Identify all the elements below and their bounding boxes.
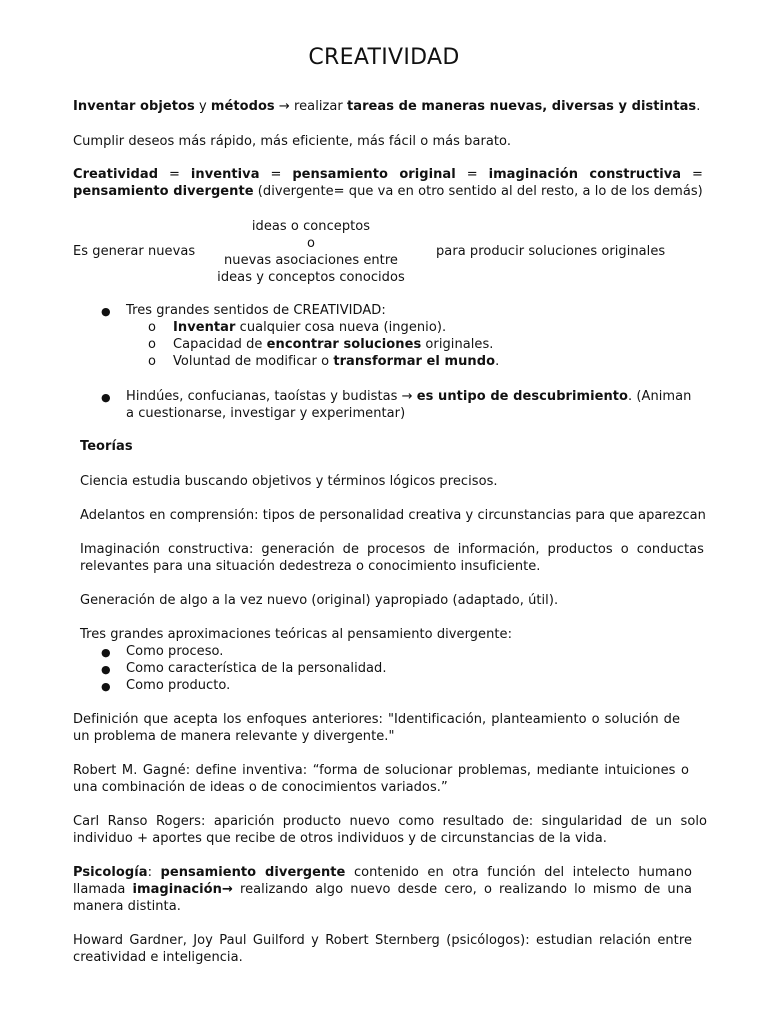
bold-text: tareas de maneras nuevas, diversas y distintas (347, 99, 697, 114)
paragraph-line: creatividad e inteligencia. (73, 950, 243, 965)
paragraph: Generación de algo a la vez nuevo (original) yapropiado (adaptado, útil). (80, 593, 559, 608)
paragraph-line: Imaginación constructiva: generación de procesos de información, productos o conductas (80, 542, 704, 557)
text: Hindúes, confucianas, taoístas y budistas → (126, 389, 417, 404)
text: y (194, 99, 211, 114)
bold-text: pensamiento divergente (73, 184, 254, 199)
sentido-item (173, 353, 499, 370)
bold-text: es untipo de descubrimiento (416, 389, 629, 404)
hindues-line-1 (126, 388, 691, 405)
bold-text: transformar el mundo (333, 354, 496, 369)
generar-option-2a: nuevas asociaciones entre (224, 253, 398, 268)
bold-text: métodos (210, 99, 275, 114)
generar-option-1: ideas o conceptos (251, 219, 371, 234)
generar-or: o (306, 236, 315, 251)
sentidos-heading: Tres grandes sentidos de CREATIVIDAD: (126, 303, 386, 318)
psicologia-line-1 (73, 864, 692, 881)
bold-text: pensamiento original (292, 167, 456, 182)
circle-bullet-icon: o (148, 320, 156, 335)
section-heading-teorias: Teorías (80, 439, 133, 454)
text: contenido en otra función del intelecto humano (345, 865, 692, 880)
paragraph-line: un problema de manera relevante y divergente." (73, 729, 395, 744)
page-title: CREATIVIDAD (308, 45, 460, 70)
paragraph-line: una combinación de ideas o de conocimientos variados.” (73, 780, 448, 795)
list-item: Como característica de la personalidad. (126, 661, 387, 676)
text: = (681, 167, 703, 182)
paragraph: Ciencia estudia buscando objetivos y términos lógicos precisos. (80, 474, 498, 489)
text: = (455, 167, 489, 182)
bullet-icon: ● (101, 663, 111, 676)
bold-text: Inventar objetos (73, 99, 195, 114)
generar-purpose: para producir soluciones originales (436, 244, 666, 259)
text: = (158, 167, 191, 182)
paragraph-line: Robert M. Gagné: define inventiva: “forma de solucionar problemas, mediante intuiciones o (73, 763, 689, 778)
text: Capacidad de (173, 337, 267, 352)
text: . (495, 354, 500, 369)
bold-text: Inventar (173, 320, 236, 335)
psicologia-line-3: manera distinta. (73, 899, 181, 914)
bold-text: Creatividad (73, 167, 159, 182)
text: . (Animan (628, 389, 692, 404)
text: cualquier cosa nueva (ingenio). (235, 320, 447, 335)
paragraph-line: Howard Gardner, Joy Paul Guilford y Robert Sternberg (psicólogos): estudian relación entre (73, 933, 692, 948)
hindues-line-2: a cuestionarse, investigar y experimentar) (126, 406, 406, 421)
text: Voluntad de modificar o (173, 354, 334, 369)
text: realizando algo nuevo desde cero, o realizando lo mismo de una (232, 882, 692, 897)
psicologia-line-2 (73, 881, 692, 898)
paragraph-line: relevantes para una situación dedestreza o conocimiento insuficiente. (80, 559, 541, 574)
text: . (696, 99, 701, 114)
circle-bullet-icon: o (148, 354, 156, 369)
sentido-item (173, 319, 446, 336)
text: = (259, 167, 293, 182)
definition-line-2 (73, 183, 703, 200)
bullet-icon: ● (101, 646, 111, 659)
bullet-icon: ● (101, 305, 111, 318)
paragraph-line: Carl Ranso Rogers: aparición producto nuevo como resultado de: singularidad de un solo (73, 814, 707, 829)
list-item: Como producto. (126, 678, 231, 693)
text: → realizar (274, 99, 347, 114)
bold-text: pensamiento divergente (160, 865, 346, 880)
text: : (147, 865, 161, 880)
bold-text: imaginación constructiva (488, 167, 682, 182)
bold-text: Psicología (73, 865, 148, 880)
bullet-icon: ● (101, 680, 111, 693)
text: (divergente= que va en otro sentido al del resto, a lo de los demás) (253, 184, 703, 199)
aproximaciones-heading: Tres grandes aproximaciones teóricas al pensamiento divergente: (80, 627, 513, 642)
paragraph: Adelantos en comprensión: tipos de personalidad creativa y circunstancias para que aparezcan (80, 508, 706, 523)
bold-text: imaginación→ (132, 882, 233, 897)
generar-option-2b: ideas y conceptos conocidos (217, 270, 405, 285)
paragraph-line: individuo + aportes que recibe de otros individuos y de circunstancias de la vida. (73, 831, 607, 846)
bullet-icon: ● (101, 391, 111, 404)
list-item: Como proceso. (126, 644, 224, 659)
sentido-item (173, 336, 493, 353)
bold-text: encontrar soluciones (266, 337, 422, 352)
text: originales. (421, 337, 494, 352)
paragraph-line: Definición que acepta los enfoques anteriores: "Identificación, planteamiento o solución de (73, 712, 680, 727)
bold-text: inventiva (190, 167, 260, 182)
generar-label: Es generar nuevas (73, 244, 196, 259)
circle-bullet-icon: o (148, 337, 156, 352)
definition-line-1 (73, 166, 703, 183)
text: llamada (73, 882, 133, 897)
intro-line (73, 98, 700, 115)
paragraph: Cumplir deseos más rápido, más eficiente, más fácil o más barato. (73, 134, 512, 149)
